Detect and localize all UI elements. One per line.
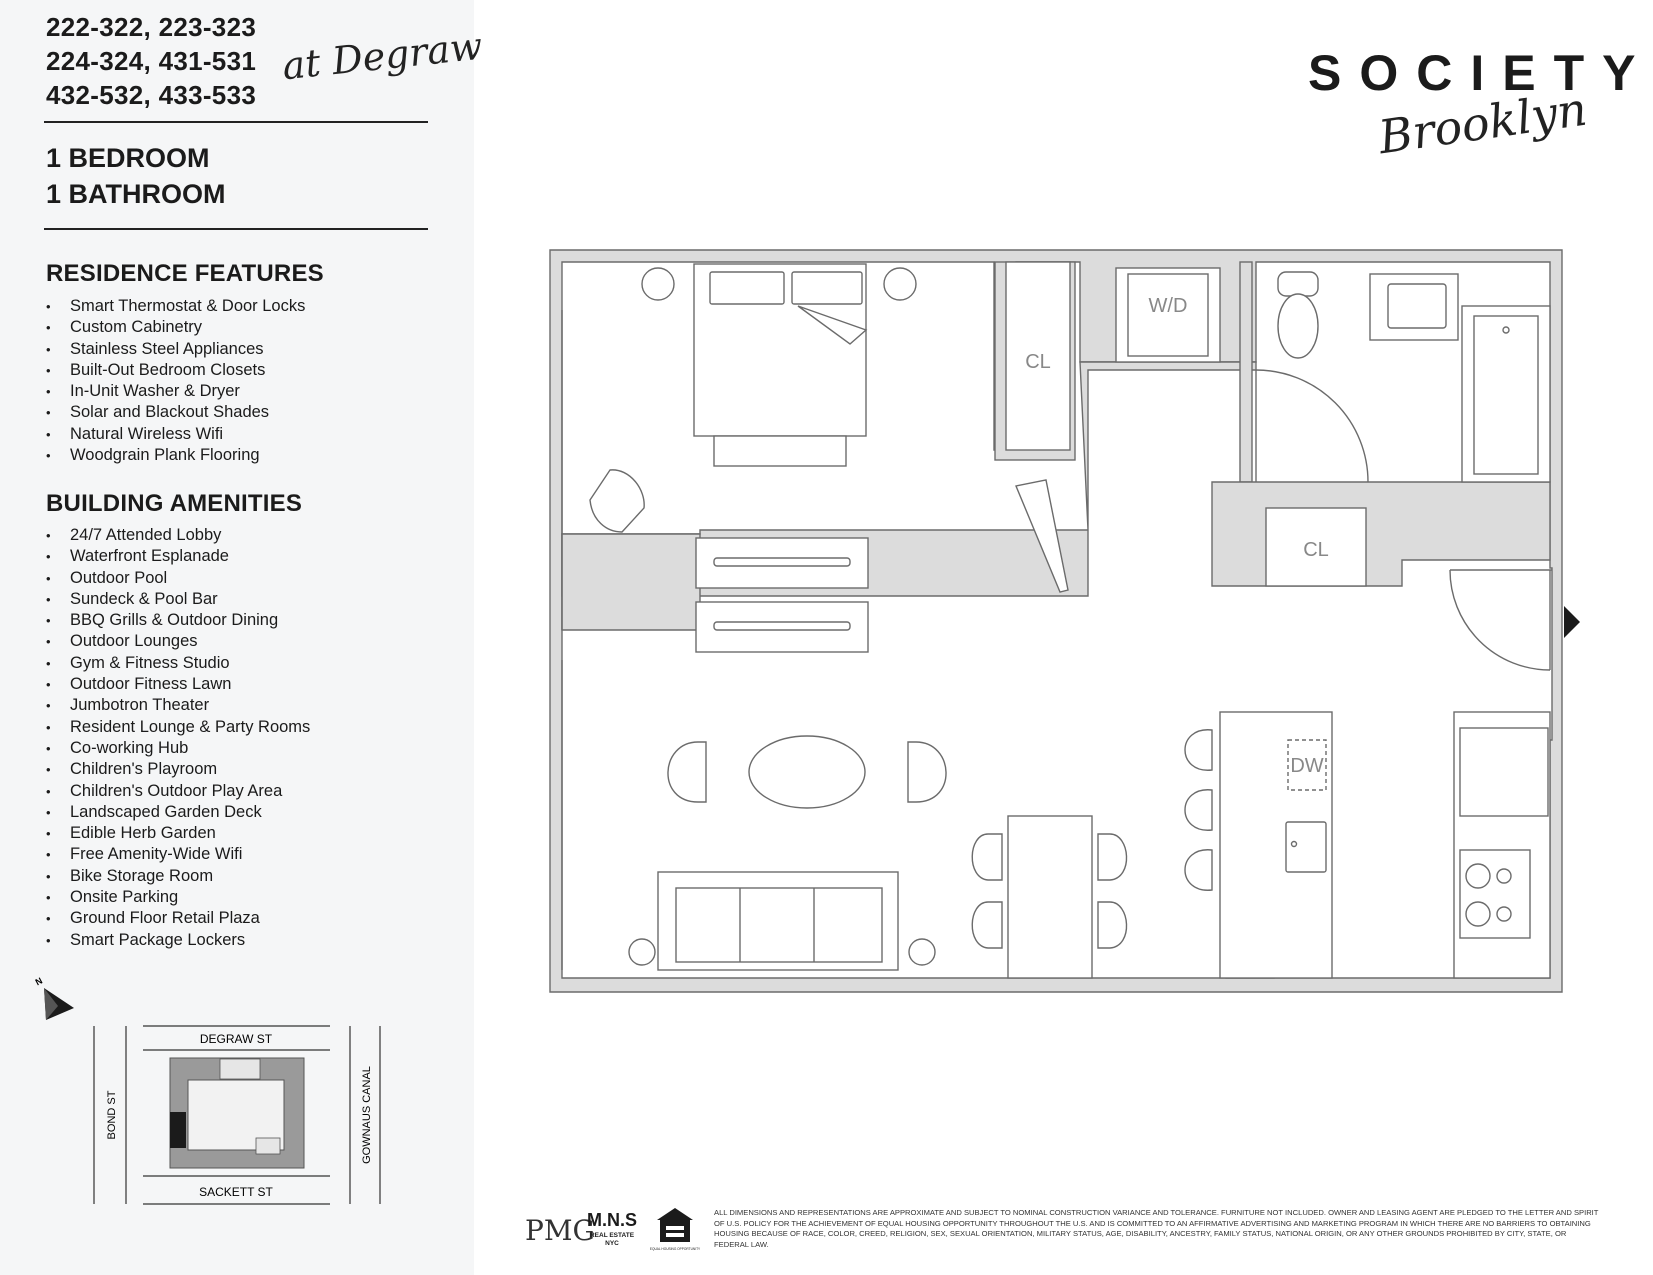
residence-feature-item: • Smart Thermostat & Door Locks (46, 296, 305, 317)
divider (44, 121, 428, 123)
counter-table (1008, 816, 1092, 978)
info-sidebar (0, 0, 485, 1275)
residence-feature-item: • Custom Cabinetry (46, 317, 305, 338)
building-amenity-item: • Free Amenity-Wide Wifi (46, 844, 310, 865)
equal-housing-icon (657, 1208, 693, 1242)
building-amenities-title: BUILDING AMENITIES (46, 490, 303, 517)
building-script-logo: at Degraw (280, 23, 485, 89)
mns-logo: M.N.S (587, 1210, 638, 1230)
building-amenity-item: • Ground Floor Retail Plaza (46, 908, 310, 929)
residence-feature-item: • Built-Out Bedroom Closets (46, 360, 305, 381)
closet-label: CL (1303, 539, 1329, 561)
street-label-south: SACKETT ST (199, 1185, 273, 1199)
street-label-north: DEGRAW ST (199, 1032, 273, 1046)
dining-table (749, 736, 865, 808)
building-amenity-item: • Smart Package Lockers (46, 930, 310, 951)
site-key-map (88, 1026, 388, 1211)
building-amenity-item: • Children's Outdoor Play Area (46, 781, 310, 802)
residence-features-list (46, 296, 305, 466)
pmg-logo: PMG (525, 1214, 595, 1247)
building-amenity-item: • Outdoor Pool (46, 568, 310, 589)
building-amenity-item: • Bike Storage Room (46, 866, 310, 887)
mns-logo-sub: REAL ESTATE (589, 1232, 635, 1239)
residence-feature-item: • Solar and Blackout Shades (46, 402, 305, 423)
residence-feature-item: • Natural Wireless Wifi (46, 424, 305, 445)
building-amenity-item: • BBQ Grills & Outdoor Dining (46, 610, 310, 631)
brand-logo: SOCIETY (1308, 45, 1653, 101)
bathroom-count: 1 BATHROOM (46, 179, 226, 209)
footer-logos (525, 1206, 705, 1256)
building-amenity-item: • 24/7 Attended Lobby (46, 525, 310, 546)
building-amenity-item: • Sundeck & Pool Bar (46, 589, 310, 610)
unit-line-1: 222-322, 223-323 (46, 12, 257, 42)
brand-script-logo: Brooklyn (1375, 81, 1591, 165)
sink (1286, 822, 1326, 872)
unit-numbers (46, 10, 256, 112)
mns-logo-sub2: NYC (605, 1240, 619, 1247)
north-arrow-icon (33, 975, 80, 1026)
residence-feature-item: • Woodgrain Plank Flooring (46, 445, 305, 466)
floor-plan (550, 250, 1562, 992)
building-amenity-item: • Landscaped Garden Deck (46, 802, 310, 823)
street-label-west: BOND ST (106, 1090, 118, 1140)
building-amenity-item: • Onsite Parking (46, 887, 310, 908)
bedroom-count: 1 BEDROOM (46, 143, 210, 173)
building-amenity-item: • Waterfront Esplanade (46, 546, 310, 567)
building-amenity-item: • Resident Lounge & Party Rooms (46, 717, 310, 738)
entry-arrow-icon (1564, 606, 1580, 638)
unit-line-3: 432-532, 433-533 (46, 80, 257, 110)
refrigerator (1460, 728, 1548, 816)
compass-n-label: N (33, 975, 45, 988)
residence-feature-item: • Stainless Steel Appliances (46, 339, 305, 360)
building-amenities-list (46, 525, 310, 951)
residence-features-title: RESIDENCE FEATURES (46, 260, 324, 287)
closet-label: CL (1025, 351, 1051, 373)
unit-type (46, 140, 226, 212)
building-amenity-item: • Jumbotron Theater (46, 695, 310, 716)
legal-disclaimer: ALL DIMENSIONS AND REPRESENTATIONS ARE APPROXIMATE AND SUBJECT TO NOMINAL CONSTRUCTION VARIANCE AND TOLERANCE. FURNITURE NOT INCLUDED. OWNER AND LEASING AGENT ARE PLEDGED TO THE LETTER AND SPIRIT OF U.S. POLICY FOR THE ACHIEVEMENT OF EQUAL HOUSING OPPORTUNITY THROUGHOUT THE U.S. AND IS COMMITTED TO AN AFFIRMATIVE ADVERTISING AND MARKETING PROGRAM IN WHICH THERE ARE NO BARRIERS TO OBTAINING HOUSING BECAUSE OF RACE, COLOR, CREED, RELIGION, SEX, SEXUAL ORIENTATION, MILITARY STATUS, AGE, DISABILITY, ANCESTRY, FAMILY STATUS, NATIONAL ORIGIN, OR ANY OTHER GROUNDS PROHIBITED BY CITY, STATE, OR FEDERAL LAW. (714, 1208, 1599, 1249)
range (1460, 850, 1530, 938)
equal-housing-label: EQUAL HOUSING OPPORTUNITY (649, 1247, 701, 1251)
building-amenity-item: • Gym & Fitness Studio (46, 653, 310, 674)
building-amenity-item: • Children's Playroom (46, 759, 310, 780)
residence-feature-item: • In-Unit Washer & Dryer (46, 381, 305, 402)
unit-line-2: 224-324, 431-531 (46, 46, 257, 76)
building-amenity-item: • Outdoor Lounges (46, 631, 310, 652)
dishwasher-label: DW (1290, 755, 1324, 777)
street-label-east: GOWNAUS CANAL (361, 1066, 373, 1164)
building-amenity-item: • Edible Herb Garden (46, 823, 310, 844)
building-amenity-item: • Outdoor Fitness Lawn (46, 674, 310, 695)
building-amenity-item: • Co-working Hub (46, 738, 310, 759)
divider (44, 228, 428, 230)
washer-dryer-label: W/D (1148, 295, 1188, 317)
